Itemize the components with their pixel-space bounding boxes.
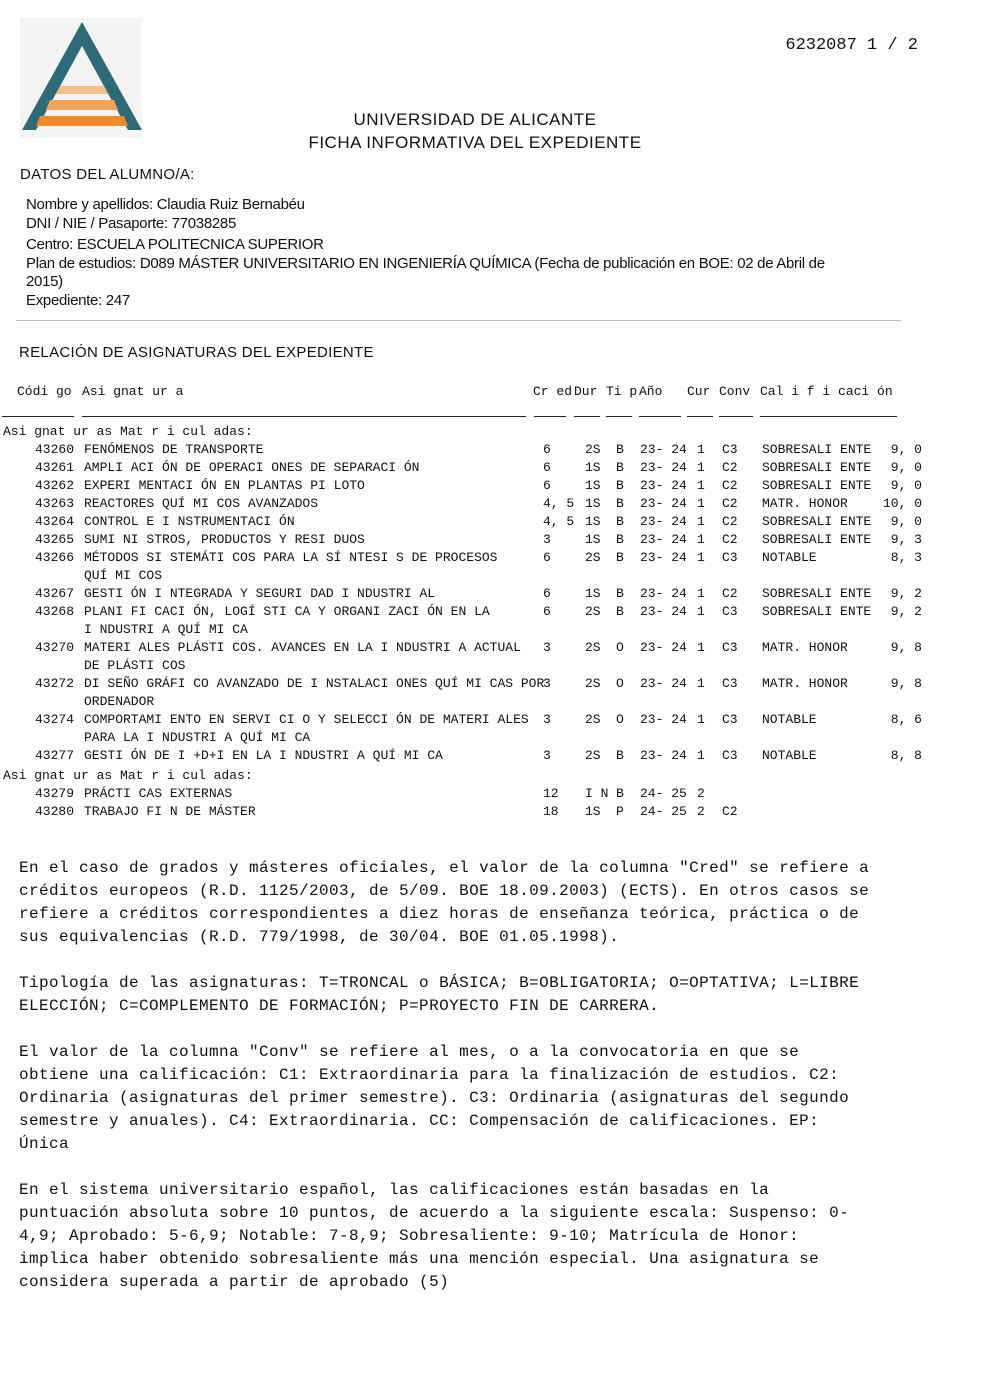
subject-course: 1: [697, 514, 705, 529]
col-header-code: Códi go: [17, 384, 72, 399]
subject-year: 23- 24: [640, 586, 687, 601]
subject-type: B: [616, 442, 624, 457]
subject-duration: 2S: [585, 712, 601, 727]
col-underline: [639, 416, 681, 417]
subject-year: 23- 24: [640, 532, 687, 547]
subject-year: 23- 24: [640, 442, 687, 457]
subject-type: B: [616, 532, 624, 547]
subject-credits: 6: [543, 460, 551, 475]
subject-conv: C3: [722, 442, 738, 457]
subject-year: 23- 24: [640, 676, 687, 691]
subject-type: O: [616, 676, 624, 691]
subject-type: B: [616, 478, 624, 493]
page-number: 6232087 1 / 2: [785, 36, 918, 55]
subject-code: 43280: [35, 804, 75, 819]
subject-credits: 3: [543, 748, 551, 763]
subject-type: O: [616, 712, 624, 727]
subject-grade: MATR. HONOR: [762, 676, 848, 691]
table-row: [0, 586, 1000, 604]
subject-conv: C2: [722, 804, 738, 819]
subject-name: CONTROL E I NSTRUMENTACI ÓN: [84, 514, 295, 529]
subject-year: 23- 24: [640, 460, 687, 475]
subject-name: GESTI ÓN DE I +D+I EN LA I NDUSTRI A QUÍ MI CA: [84, 748, 443, 763]
table-row-continuation: [0, 568, 1000, 586]
col-underline: [2, 416, 74, 417]
subject-credits: 12: [543, 786, 559, 801]
col-header-cur: Cur: [687, 384, 711, 399]
table-row-continuation: [0, 694, 1000, 712]
subject-score: 9, 8: [890, 676, 922, 691]
table-row: [0, 532, 1000, 550]
subject-duration: 1S: [585, 460, 601, 475]
subject-conv: C3: [722, 712, 738, 727]
subject-name-continued: QUÍ MI COS: [84, 568, 163, 583]
table-row: [0, 748, 1000, 766]
col-header-subject: Asi gnat ur a: [82, 384, 184, 399]
subjects-section-label: RELACIÓN DE ASIGNATURAS DEL EXPEDIENTE: [19, 344, 374, 361]
subject-duration: 2S: [585, 748, 601, 763]
subject-conv: C3: [722, 748, 738, 763]
table-row: [0, 460, 1000, 478]
subject-duration: 2S: [585, 442, 601, 457]
subject-code: 43264: [35, 514, 75, 529]
subject-code: 43268: [35, 604, 75, 619]
subject-code: 43266: [35, 550, 75, 565]
subject-year: 23- 24: [640, 496, 687, 511]
subject-course: 1: [697, 496, 705, 511]
table-row: [0, 550, 1000, 568]
subject-course: 1: [697, 712, 705, 727]
subject-course: 1: [697, 550, 705, 565]
subject-credits: 18: [543, 804, 559, 819]
subject-duration: 2S: [585, 676, 601, 691]
subject-conv: C2: [722, 514, 738, 529]
subject-duration: 1S: [585, 478, 601, 493]
col-header-year: Año: [639, 384, 663, 399]
subject-course: 2: [697, 786, 705, 801]
subject-score: 9, 2: [890, 586, 922, 601]
subject-type: B: [616, 460, 624, 475]
subject-grade: SOBRESALI ENTE: [762, 604, 872, 619]
subject-course: 1: [697, 748, 705, 763]
subject-type: B: [616, 586, 624, 601]
subject-name-continued: DE PLÁSTI COS: [84, 658, 186, 673]
col-underline: [574, 416, 600, 417]
subject-conv: C3: [722, 550, 738, 565]
subject-type: B: [616, 550, 624, 565]
subject-duration: 1S: [585, 804, 601, 819]
subject-credits: 6: [543, 586, 551, 601]
subject-name: PLANI FI CACI ÓN, LOGÍ STI CA Y ORGANI ZACI ÓN EN LA: [84, 604, 490, 619]
subject-conv: C2: [722, 496, 738, 511]
note-conv: El valor de la columna "Conv" se refiere al mes, o a la convocatoria en que se obtiene una calificación: C1: Extraordinaria para la finalización de estudios. C2: Ordinaria (asignaturas del primer semestre). C3: Ordinaria (asignaturas del segundo semestre y anuales). C4: Extraordinaria. CC: Compensación de calificaciones. EP: Única: [19, 1043, 850, 1153]
table-row: [0, 804, 1000, 822]
note-credits: En el caso de grados y másteres oficiales, el valor de la columna "Cred" se refiere a créditos europeos (R.D. 1125/2003, de 5/09. BOE 18.09.2003) (ECTS). En otros casos se refiere a créditos correspondientes a diez horas de enseñanza teórica, práctica o de sus equivalencias (R.D. 779/1998, de 30/04. BOE 01.05.1998).: [19, 859, 870, 946]
subject-year: 23- 24: [640, 640, 687, 655]
subject-conv: C2: [722, 478, 738, 493]
subject-conv: C2: [722, 460, 738, 475]
subject-credits: 6: [543, 478, 551, 493]
subject-conv: C2: [722, 532, 738, 547]
subject-grade: SOBRESALI ENTE: [762, 460, 872, 475]
subject-score: 9, 0: [890, 442, 922, 457]
note-grading-scale: En el sistema universitario español, las calificaciones están basadas en la puntuación absoluta sobre 10 puntos, de acuerdo a la siguiente escala: Suspenso: 0- 4,9; Aprobado: 5-6,9; Notable: 7-8,9; Sobresaliente: 9-10; Matrícula de Honor: implica haber obtenido sobresaliente más una mención especial. Una asignatura se considera superada a partir de aprobado (5): [19, 1181, 850, 1291]
subject-grade: NOTABLE: [762, 550, 817, 565]
subject-name-continued: PARA LA I NDUSTRI A QUÍ MI CA: [84, 730, 311, 745]
subject-score: 9, 0: [890, 514, 922, 529]
subject-grade: SOBRESALI ENTE: [762, 514, 872, 529]
col-underline: [534, 416, 566, 417]
subject-credits: 4, 5: [543, 496, 575, 511]
subject-credits: 6: [543, 442, 551, 457]
subject-name: PRÁCTI CAS EXTERNAS: [84, 786, 233, 801]
subject-score: 9, 2: [890, 604, 922, 619]
subject-year: 23- 24: [640, 712, 687, 727]
subject-conv: C3: [722, 604, 738, 619]
subject-course: 1: [697, 460, 705, 475]
subject-duration: 2S: [585, 640, 601, 655]
table-row-continuation: [0, 622, 1000, 640]
subject-name-continued: I NDUSTRI A QUÍ MI CA: [84, 622, 248, 637]
col-underline: [719, 416, 753, 417]
table-row: [0, 496, 1000, 514]
table-row: [0, 478, 1000, 496]
subject-course: 1: [697, 676, 705, 691]
subject-credits: 4, 5: [543, 514, 575, 529]
subject-conv: C3: [722, 676, 738, 691]
col-underline: [760, 416, 897, 417]
subject-credits: 6: [543, 604, 551, 619]
record-number: Expediente: 247: [26, 292, 130, 309]
subject-grade: SOBRESALI ENTE: [762, 478, 872, 493]
subject-year: 23- 24: [640, 478, 687, 493]
divider: [16, 320, 901, 321]
col-header-tip: Ti p: [606, 384, 638, 399]
subject-type: B: [616, 748, 624, 763]
table-row: [0, 676, 1000, 694]
subject-duration: 2S: [585, 550, 601, 565]
subject-type: B: [616, 514, 624, 529]
subject-conv: C2: [722, 586, 738, 601]
subject-grade: NOTABLE: [762, 712, 817, 727]
table-row: [0, 442, 1000, 460]
subject-code: 43270: [35, 640, 75, 655]
subject-credits: 3: [543, 532, 551, 547]
subject-code: 43261: [35, 460, 75, 475]
table-row: [0, 640, 1000, 658]
subject-name: FENÓMENOS DE TRANSPORTE: [84, 442, 264, 457]
col-header-cred: Cr ed: [533, 384, 573, 399]
subject-score: 9, 8: [890, 640, 922, 655]
subject-score: 9, 3: [890, 532, 922, 547]
subject-type: O: [616, 640, 624, 655]
subject-name: MATERI ALES PLÁSTI COS. AVANCES EN LA I NDUSTRI A ACTUAL: [84, 640, 521, 655]
study-plan-continued: 2015): [26, 273, 63, 290]
subject-credits: 6: [543, 550, 551, 565]
subject-type: B: [616, 786, 624, 801]
subject-code: 43274: [35, 712, 75, 727]
subject-year: 23- 24: [640, 604, 687, 619]
subject-grade: MATR. HONOR: [762, 496, 848, 511]
table-row-continuation: [0, 658, 1000, 676]
col-underline: [687, 416, 713, 417]
subject-year: 24- 25: [640, 786, 687, 801]
subject-score: 10, 0: [882, 496, 922, 511]
subject-code: 43265: [35, 532, 75, 547]
subject-credits: 3: [543, 640, 551, 655]
subject-score: 9, 0: [890, 478, 922, 493]
subject-duration: 2S: [585, 604, 601, 619]
subject-name: MÉTODOS SI STEMÁTI COS PARA LA SÍ NTESI S DE PROCESOS: [84, 550, 498, 565]
note-subject-types: Tipología de las asignaturas: T=TRONCAL o BÁSICA; B=OBLIGATORIA; O=OPTATIVA; L=LIBRE ELECCIÓN; C=COMPLEMENTO DE FORMACIÓN; P=PROYECTO FIN DE CARRERA.: [19, 974, 860, 1015]
university-name: UNIVERSIDAD DE ALICANTE: [353, 110, 597, 129]
table-row: [0, 712, 1000, 730]
subject-name: EXPERI MENTACI ÓN EN PLANTAS PI LOTO: [84, 478, 365, 493]
col-header-conv: Conv: [719, 384, 751, 399]
table-row-continuation: [0, 730, 1000, 748]
subject-code: 43263: [35, 496, 75, 511]
col-underline: [82, 416, 526, 417]
subject-code: 43262: [35, 478, 75, 493]
subject-year: 23- 24: [640, 550, 687, 565]
subject-course: 1: [697, 604, 705, 619]
subject-name: REACTORES QUÍ MI COS AVANZADOS: [84, 496, 319, 511]
subject-code: 43267: [35, 586, 75, 601]
subject-year: 23- 24: [640, 748, 687, 763]
subject-code: 43279: [35, 786, 75, 801]
group-label: Asi gnat ur as Mat r i cul adas:: [3, 424, 253, 439]
subject-course: 1: [697, 442, 705, 457]
subject-type: B: [616, 604, 624, 619]
subject-credits: 3: [543, 712, 551, 727]
table-row: [0, 604, 1000, 622]
table-row: [0, 786, 1000, 804]
subject-type: P: [616, 804, 624, 819]
subject-type: B: [616, 496, 624, 511]
subject-course: 1: [697, 532, 705, 547]
subject-code: 43277: [35, 748, 75, 763]
col-underline: [606, 416, 632, 417]
subject-duration: 1S: [585, 514, 601, 529]
subject-duration: 1S: [585, 586, 601, 601]
subject-score: 9, 0: [890, 460, 922, 475]
subject-duration: 1S: [585, 496, 601, 511]
subject-grade: NOTABLE: [762, 748, 817, 763]
subject-course: 1: [697, 586, 705, 601]
subject-credits: 3: [543, 676, 551, 691]
subject-grade: SOBRESALI ENTE: [762, 532, 872, 547]
subject-score: 8, 3: [890, 550, 922, 565]
subject-conv: C3: [722, 640, 738, 655]
subject-course: 1: [697, 640, 705, 655]
subject-duration: 1S: [585, 532, 601, 547]
subject-name-continued: ORDENADOR: [84, 694, 155, 709]
subject-grade: SOBRESALI ENTE: [762, 442, 872, 457]
student-center: Centro: ESCUELA POLITECNICA SUPERIOR: [26, 236, 324, 253]
subject-course: 1: [697, 478, 705, 493]
subject-course: 2: [697, 804, 705, 819]
study-plan: Plan de estudios: D089 MÁSTER UNIVERSITARIO EN INGENIERÍA QUÍMICA (Fecha de publicación en BOE: 02 de Abril de: [26, 255, 825, 272]
subject-name: GESTI ÓN I NTEGRADA Y SEGURI DAD I NDUSTRI AL: [84, 586, 436, 601]
subject-grade: SOBRESALI ENTE: [762, 586, 872, 601]
subject-name: TRABAJO FI N DE MÁSTER: [84, 804, 256, 819]
subject-year: 24- 25: [640, 804, 687, 819]
student-id: DNI / NIE / Pasaporte: 77038285: [26, 215, 236, 232]
col-header-dur: Dur: [574, 384, 598, 399]
table-row: [0, 514, 1000, 532]
col-header-grade: Cal i f i caci ón: [760, 384, 893, 399]
subject-name: AMPLI ACI ÓN DE OPERACI ONES DE SEPARACI ÓN: [84, 460, 420, 475]
subject-name: DI SEÑO GRÁFI CO AVANZADO DE I NSTALACI ONES QUÍ MI CAS POR: [84, 676, 545, 691]
subject-score: 8, 8: [890, 748, 922, 763]
subject-year: 23- 24: [640, 514, 687, 529]
subject-name: SUMI NI STROS, PRODUCTOS Y RESI DUOS: [84, 532, 365, 547]
subject-duration: I N: [585, 786, 609, 801]
subject-code: 43260: [35, 442, 75, 457]
student-section-label: DATOS DEL ALUMNO/A:: [20, 166, 195, 183]
student-name: Nombre y apellidos: Claudia Ruiz Bernabéu: [26, 196, 305, 213]
subject-code: 43272: [35, 676, 75, 691]
document-title: FICHA INFORMATIVA DEL EXPEDIENTE: [308, 133, 642, 152]
subject-grade: MATR. HONOR: [762, 640, 848, 655]
subject-name: COMPORTAMI ENTO EN SERVI CI O Y SELECCI ÓN DE MATERI ALES: [84, 712, 529, 727]
subject-score: 8, 6: [890, 712, 922, 727]
group-label: Asi gnat ur as Mat r i cul adas:: [3, 768, 253, 783]
